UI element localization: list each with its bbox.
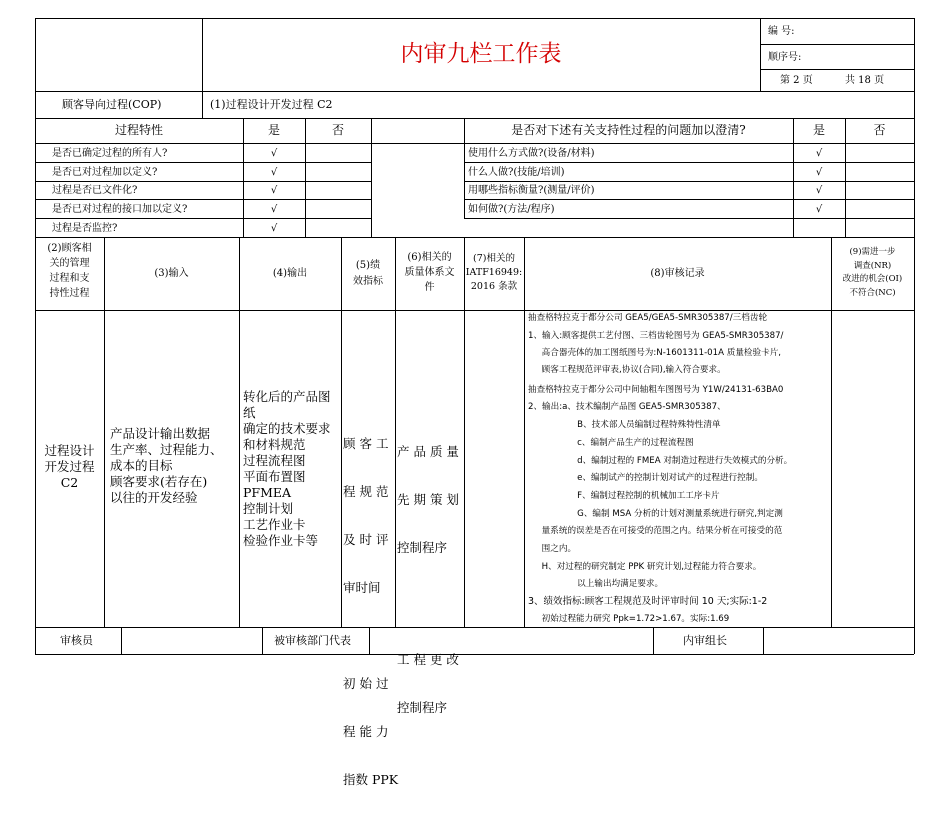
cell-line: 初 始 过 — [343, 676, 389, 691]
support-yes-header: 是 — [812, 123, 825, 137]
support-question: 用哪些指标衡量?(测量/评价) — [468, 185, 595, 196]
audit-record-line: 顾客工程规范评审表,协议(合同),输入符合要求。 — [528, 365, 726, 375]
rule — [35, 654, 914, 655]
rule — [464, 237, 465, 627]
sequence-number-label: 顺序号: — [768, 52, 802, 63]
support-yes-check: √ — [815, 148, 823, 159]
header-line: 持性过程 — [49, 288, 90, 299]
rule — [371, 118, 372, 237]
header-line: (2)顾客相 — [47, 243, 92, 254]
header-line: 调查(NR) — [853, 260, 892, 271]
cell-line: 先 期 策 划 — [397, 492, 459, 507]
cell-line: 及 时 评 — [343, 532, 389, 547]
header-line: (7)相关的 — [473, 253, 515, 264]
rule — [653, 627, 654, 654]
rule — [35, 199, 371, 200]
rule — [914, 18, 915, 654]
column-header-clauses — [464, 252, 524, 294]
rule — [760, 44, 914, 45]
column-header-output: (4)输出 — [272, 268, 308, 279]
rule — [464, 181, 914, 182]
audit-record-line: 高合器壳体的加工图纸图号为:N-1601311-01A 质量检验卡片, — [528, 348, 782, 358]
characteristic-question: 是否已对过程的接口加以定义? — [52, 204, 188, 215]
audit-record-line: 初始过程能力研究 Ppk=1.72>1.67。实际:1.69 — [528, 614, 730, 624]
rule — [464, 162, 914, 163]
audit-record-line: 2、输出:a、技术编制产品图 GEA5-SMR305387、 — [528, 402, 726, 412]
rule — [239, 237, 240, 627]
header-line: (6)相关的 — [407, 252, 452, 263]
cell-line: 顾客要求(若存在) — [110, 474, 208, 489]
department-representative-label: 被审核部门代表 — [274, 634, 351, 647]
rule — [35, 18, 36, 654]
characteristic-question: 过程是否已文件化? — [52, 185, 138, 196]
documents-cell — [397, 412, 459, 748]
rule — [35, 310, 914, 311]
header-line: 质量体系文 — [404, 267, 455, 278]
cell-line: 过程流程图 — [243, 453, 306, 468]
cell-line: 控制程序 — [397, 540, 448, 555]
cell-line: 程 能 力 — [343, 724, 389, 739]
characteristic-yes-check: √ — [270, 167, 278, 178]
cell-line: 审时间 — [343, 580, 381, 595]
support-yes-check: √ — [815, 167, 823, 178]
document-number-label: 编 号: — [768, 26, 795, 37]
column-header-performance — [341, 258, 395, 290]
rule — [760, 18, 761, 91]
cell-line: 产品设计输出数据 — [110, 426, 211, 441]
audit-record-line: 3、绩效指标:顾客工程规范及时评审时间 10 天;实际:1-2 — [528, 596, 768, 607]
support-yes-check: √ — [815, 185, 823, 196]
audit-record-line: H、对过程的研究制定 PPK 研究计划,过程能力符合要求。 — [528, 562, 762, 572]
cell-gap — [343, 628, 398, 644]
rule — [121, 627, 122, 654]
support-no-header: 否 — [873, 123, 886, 137]
rule — [760, 69, 914, 70]
characteristic-question: 是否已对过程加以定义? — [52, 167, 158, 178]
column-header-input: (3)输入 — [154, 268, 189, 279]
rule — [104, 237, 105, 627]
audit-record-line: 1、输入:顾客提供工艺付图、三档齿轮图号为 GEA5-SMR305387/ — [528, 331, 784, 341]
rule — [35, 18, 914, 19]
characteristics-no-header: 否 — [331, 123, 344, 137]
cell-line: 程 规 范 — [343, 484, 389, 499]
auditor-label: 审核员 — [60, 634, 93, 647]
support-question: 如何做?(方法/程序) — [468, 204, 555, 215]
rule — [35, 162, 371, 163]
header-line: 件 — [424, 282, 435, 293]
characteristic-yes-check: √ — [270, 185, 278, 196]
cell-gap — [397, 588, 459, 620]
rule — [35, 627, 914, 628]
audit-record-line: G、编制 MSA 分析的计划对测量系统进行研究,判定测 — [528, 509, 783, 519]
audit-team-leader-label: 内审组长 — [683, 634, 727, 647]
header-line: 过程和支 — [49, 273, 90, 284]
audit-record-line: 以上输出均满足要求。 — [528, 579, 664, 589]
column-header-process — [35, 241, 104, 301]
characteristic-yes-check: √ — [270, 204, 278, 215]
cell-line: 工艺作业卡 — [243, 517, 306, 532]
rule — [763, 627, 764, 654]
performance-cell — [343, 404, 398, 820]
header-line: 不符合(NC) — [849, 287, 896, 298]
rule — [35, 143, 914, 144]
process-characteristics-header: 过程特性 — [114, 123, 163, 137]
audit-record-line: d、编制过程的 FMEA 对制造过程进行失效模式的分析。 — [528, 456, 793, 466]
cell-line: 成本的目标 — [110, 458, 173, 473]
audit-record-line: 抽查格特拉克于都分公司 GEA5/GEA5-SMR305387/三档齿轮 — [528, 313, 768, 323]
rule — [35, 91, 914, 92]
rule — [35, 118, 914, 119]
cell-line: 产 品 质 量 — [397, 444, 459, 459]
page-total: 共 18 页 — [845, 75, 885, 86]
column-header-audit-record: (8)审核记录 — [650, 268, 705, 279]
rule — [524, 237, 525, 627]
column-header-documents — [395, 250, 464, 295]
audit-record-line: c、编制产品生产的过程流程图 — [528, 438, 694, 448]
audit-record-line: B、技术部人员编制过程特殊特性清单 — [528, 420, 721, 430]
header-line: IATF16949: — [465, 267, 523, 278]
characteristic-yes-check: √ — [270, 148, 278, 159]
cell-line: 纸 — [243, 405, 256, 420]
cell-line: 工 程 更 改 — [397, 652, 459, 667]
cell-line: 转化后的产品图 — [243, 389, 331, 404]
cell-line: 和材料规范 — [243, 437, 306, 452]
page-title: 内审九栏工作表 — [400, 41, 562, 67]
cell-line: 控制程序 — [397, 700, 448, 715]
header-line: 效指标 — [353, 276, 383, 287]
support-yes-check: √ — [815, 204, 823, 215]
audit-record-line: e、编制试产的控制计划对试产的过程进行控制。 — [528, 473, 763, 483]
header-line: 改进的机会(OI) — [842, 274, 903, 284]
audit-record-line: 量系统的误差是否在可接受的范围之内。结果分析在可接受的范 — [528, 526, 783, 536]
page-number: 第 2 页 — [780, 75, 813, 86]
header-line: 关的管理 — [49, 258, 90, 269]
rule — [464, 199, 914, 200]
cell-line: 检验作业卡等 — [243, 533, 319, 548]
cop-process-name: (1)过程设计开发过程 C2 — [210, 98, 333, 111]
cop-label: 顾客导向过程(COP) — [62, 98, 162, 111]
characteristics-yes-header: 是 — [267, 123, 280, 137]
support-question: 使用什么方式做?(设备/材料) — [468, 148, 595, 159]
cell-line: 顾 客 工 — [343, 436, 389, 451]
cell-line: 确定的技术要求 — [243, 421, 331, 436]
audit-record-line: F、编制过程控制的机械加工工序卡片 — [528, 491, 720, 501]
cell-line: 生产率、过程能力、 — [110, 442, 223, 457]
characteristic-question: 过程是否监控? — [52, 223, 118, 234]
cell-line: 控制计划 — [243, 501, 294, 516]
cell-line: PFMEA — [243, 485, 292, 500]
header-line: (5)绩 — [355, 260, 381, 271]
outputs-cell — [243, 389, 331, 549]
audit-record-line: 抽查格特拉克于都分公司中间轴粗车图图号为 Y1W/24131-63BA0 — [528, 385, 784, 395]
column-header-findings — [831, 246, 914, 300]
cell-line: 指数 PPK — [343, 772, 399, 787]
rule — [262, 627, 263, 654]
rule — [464, 218, 914, 219]
rule — [202, 91, 203, 118]
cell-line: 以往的开发经验 — [110, 490, 198, 505]
characteristic-yes-check: √ — [270, 223, 278, 234]
audit-record-line: 围之内。 — [528, 544, 577, 554]
header-line: 2016 条款 — [470, 281, 518, 292]
rule — [341, 237, 342, 627]
rule — [35, 237, 914, 238]
header-line: (9)需进一步 — [849, 247, 896, 257]
support-question: 什么人做?(技能/培训) — [468, 167, 565, 178]
characteristic-question: 是否已确定过程的所有人? — [52, 148, 168, 159]
cell-line: 开发过程 — [44, 459, 95, 474]
process-name-cell — [35, 443, 104, 491]
rule — [35, 181, 371, 182]
inputs-cell — [110, 426, 223, 506]
cell-line: C2 — [60, 475, 79, 490]
cell-line: 过程设计 — [44, 443, 95, 458]
support-questions-header: 是否对下述有关支持性过程的问题加以澄清? — [511, 123, 746, 137]
cell-line: 平面布置图 — [243, 469, 306, 484]
rule — [35, 218, 371, 219]
